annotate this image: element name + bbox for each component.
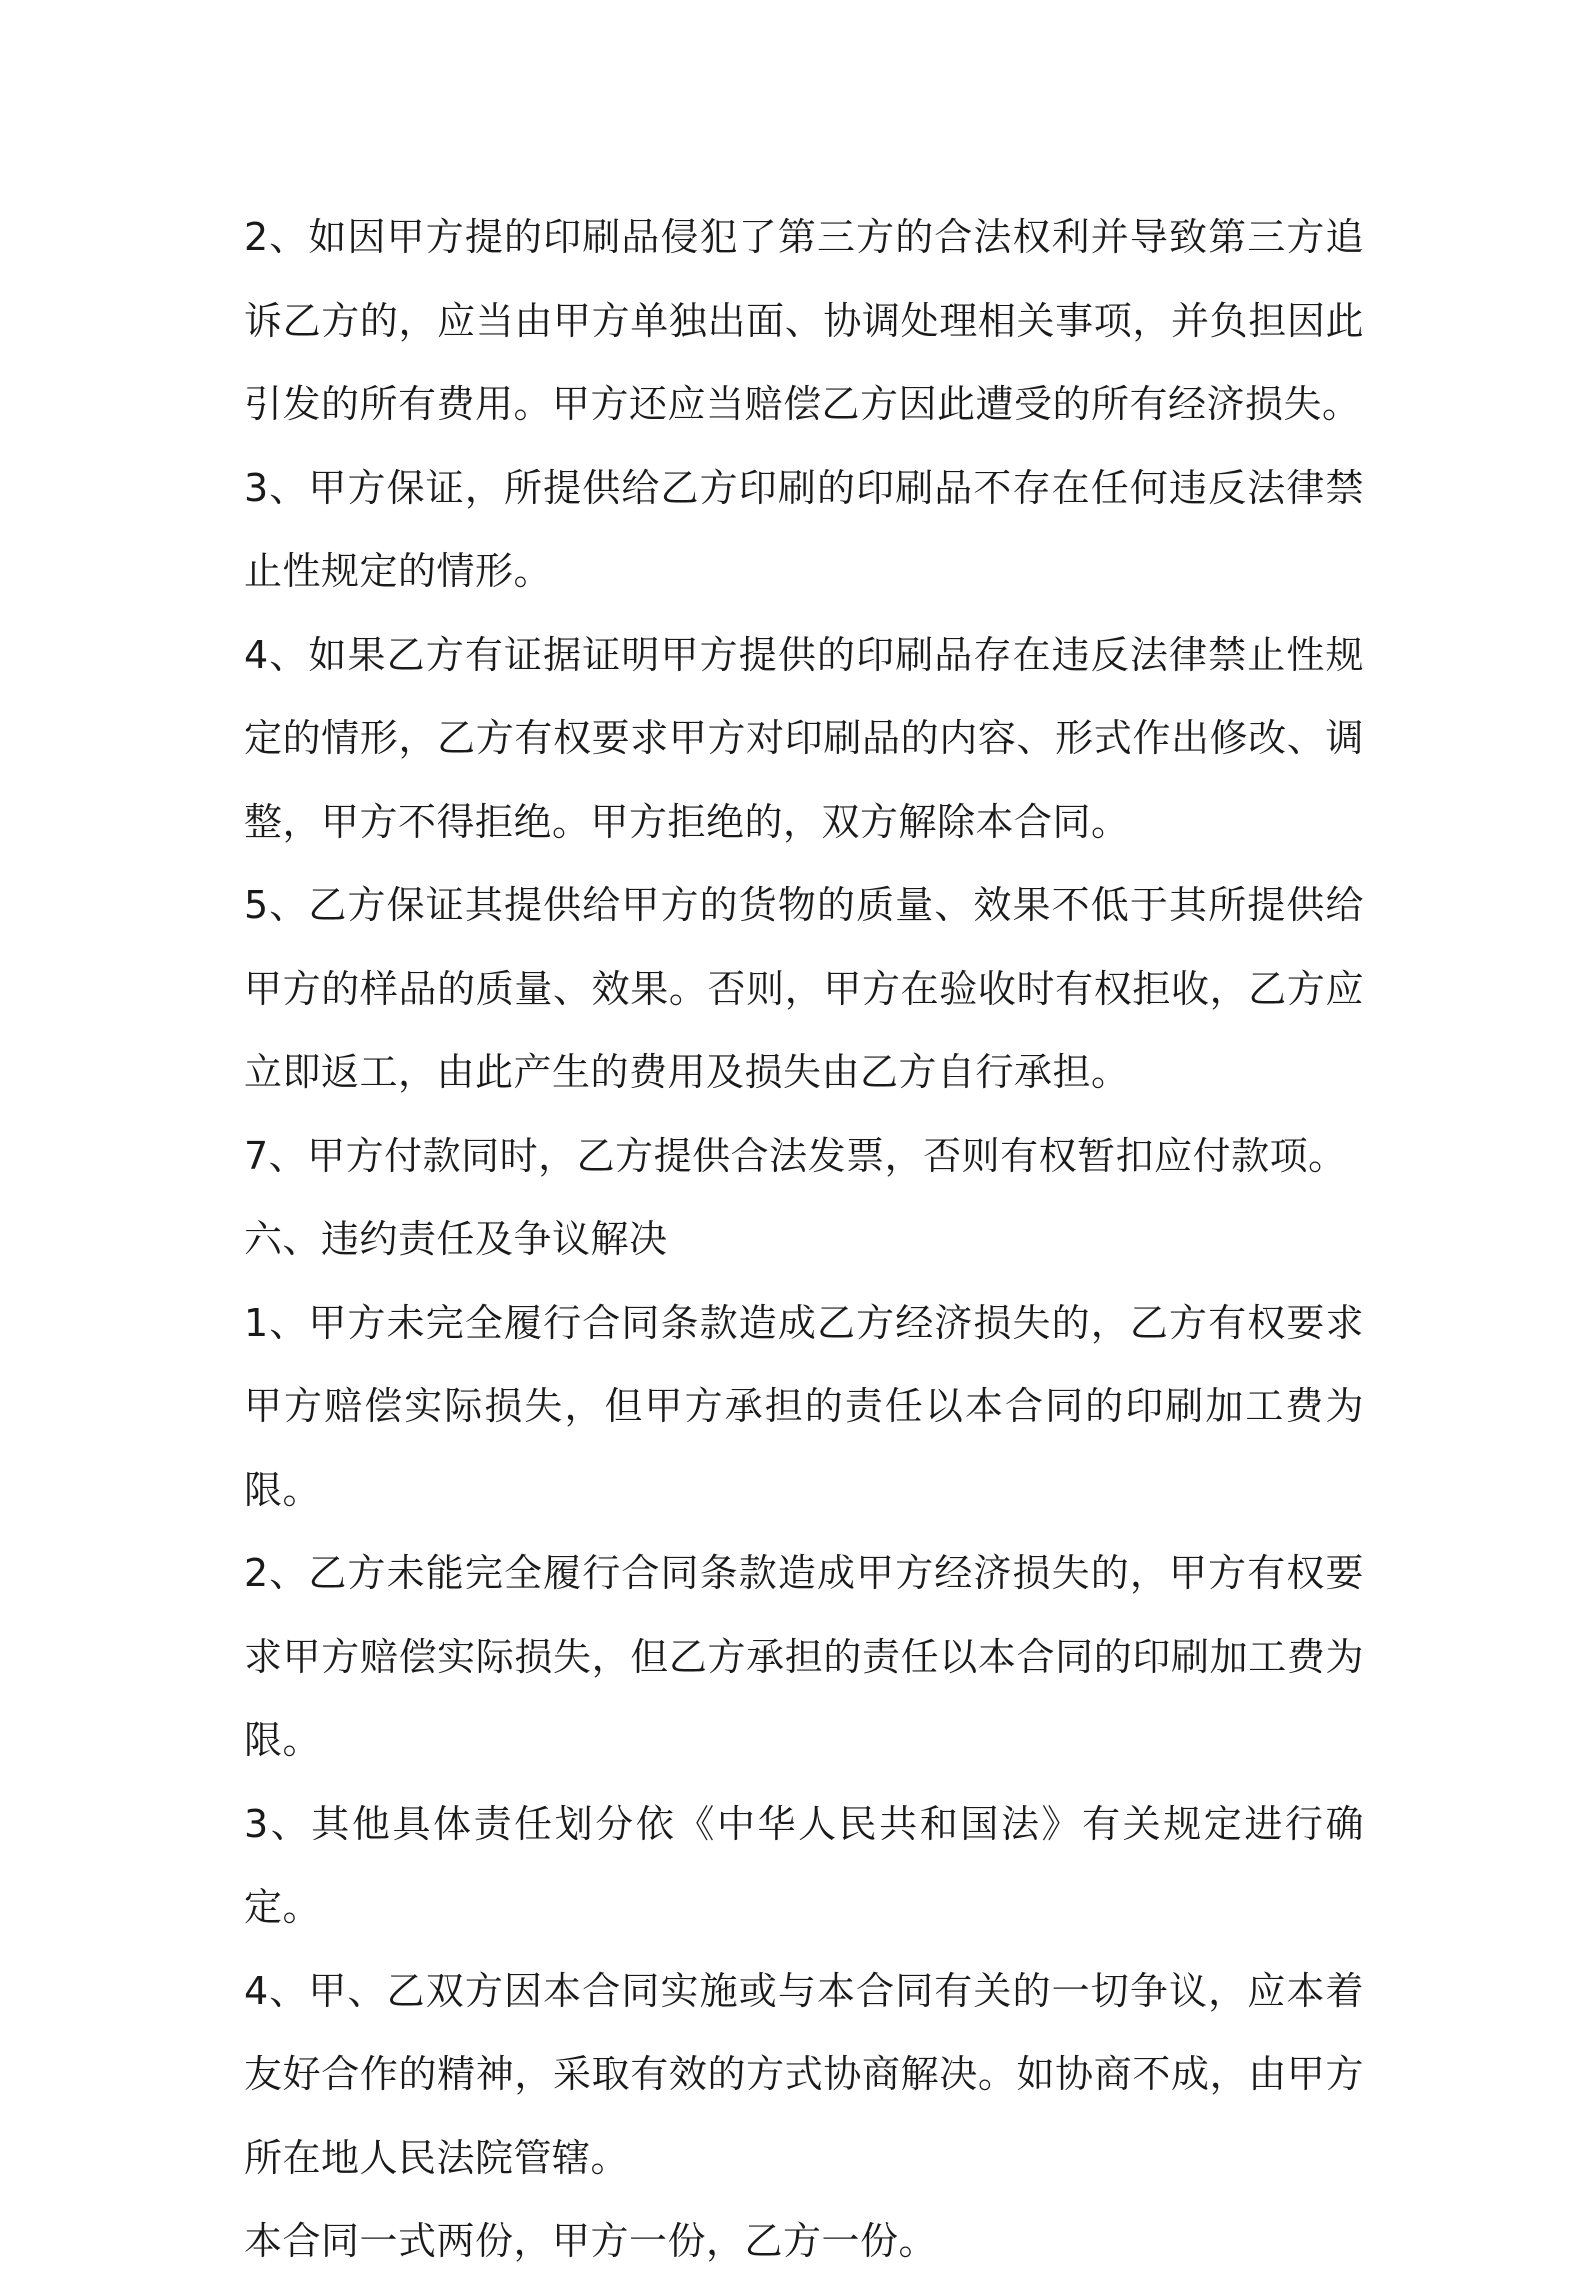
clause-6-1: 1、甲方未完全履行合同条款造成乙方经济损失的，乙方有权要求甲方赔偿实际损失，但甲方承担的责任以本合同的印刷加工费为限。 [244, 1300, 1364, 1512]
document-body [244, 196, 1364, 2284]
section-heading-6: 六、违约责任及争议解决 [244, 1217, 668, 1261]
clause-5-2: 2、如因甲方提的印刷品侵犯了第三方的合法权利并导致第三方追诉乙方的，应当由甲方单独出面、协调处理相关事项，并负担因此引发的所有费用。甲方还应当赔偿乙方因此遭受的所有经济损失。 [244, 215, 1364, 426]
clause-6-4: 4、甲、乙双方因本合同实施或与本合同有关的一切争议，应本着友好合作的精神，采取有效的方式协商解决。如协商不成，由甲方所在地人民法院管辖。 [244, 1968, 1364, 2180]
clause-5-3: 3、甲方保证，所提供给乙方印刷的印刷品不存在任何违反法律禁止性规定的情形。 [244, 465, 1364, 593]
clause-5-4: 4、如果乙方有证据证明甲方提供的印刷品存在违反法律禁止性规定的情形，乙方有权要求甲方对印刷品的内容、形式作出修改、调整，甲方不得拒绝。甲方拒绝的，双方解除本合同。 [244, 632, 1364, 844]
clause-5-7: 7、甲方付款同时，乙方提供合法发票，否则有权暂扣应付款项。 [244, 1133, 1347, 1178]
clause-6-3: 3、其他具体责任划分依《中华人民共和国法》有关规定进行确定。 [244, 1801, 1364, 1929]
clause-6-2: 2、乙方未能完全履行合同条款造成甲方经济损失的，甲方有权要求甲方赔偿实际损失，但乙方承担的责任以本合同的印刷加工费为限。 [244, 1551, 1364, 1762]
clause-5-5: 5、乙方保证其提供给甲方的货物的质量、效果不低于其所提供给甲方的样品的质量、效果。否则，甲方在验收时有权拒收，乙方应立即返工，由此产生的费用及损失由乙方自行承担。 [244, 883, 1364, 1094]
closing-statement: 本合同一式两份，甲方一份，乙方一份。 [244, 2219, 938, 2263]
